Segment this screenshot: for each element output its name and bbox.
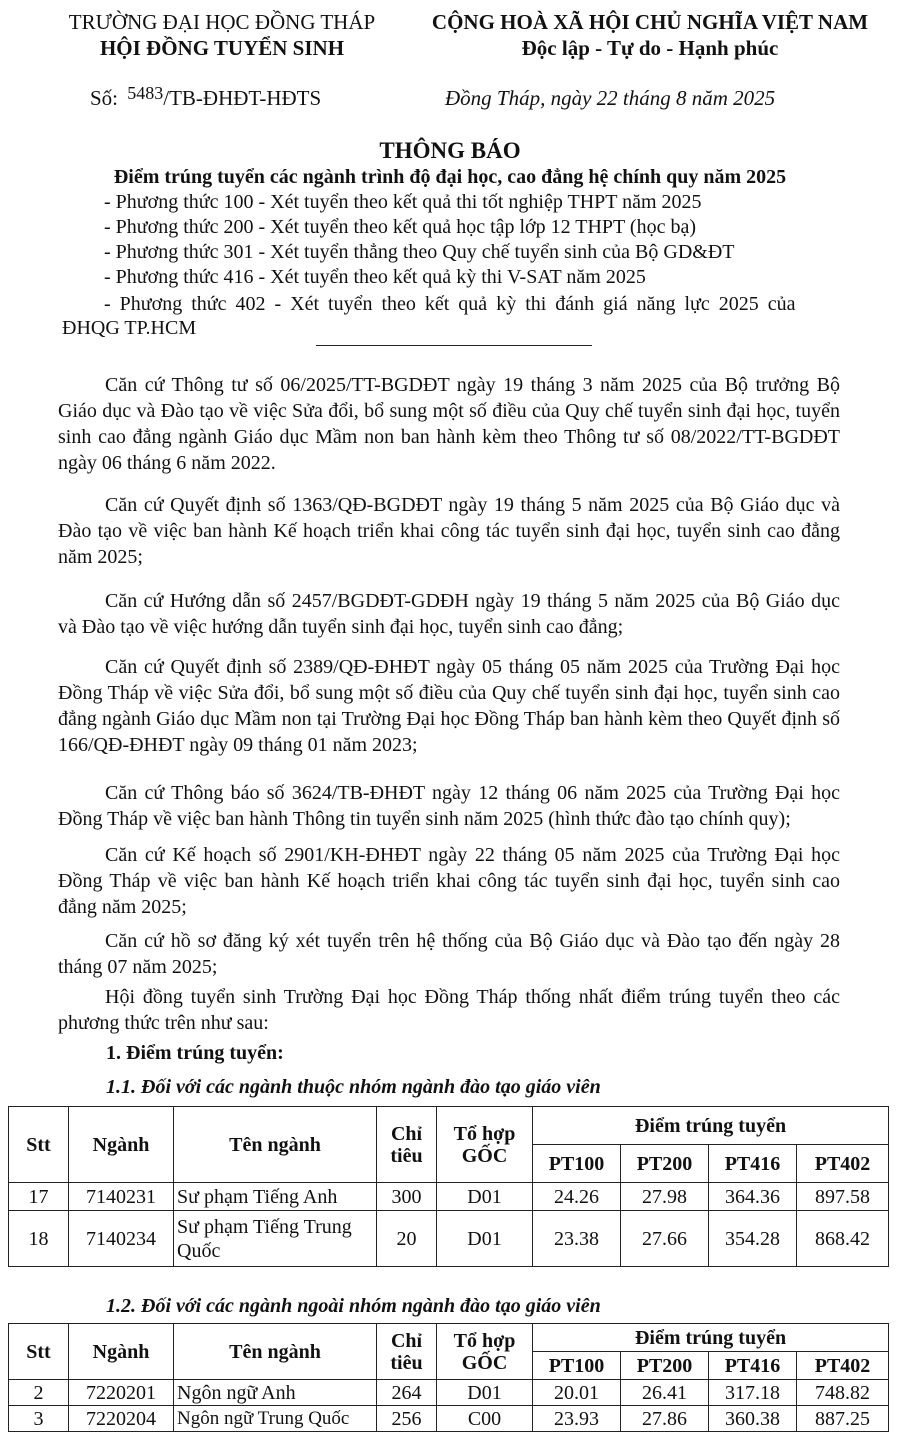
crop-gap bbox=[0, 1270, 900, 1292]
col-pt200: PT200 bbox=[621, 1352, 709, 1380]
col-combo: Tổ hợp GỐC bbox=[437, 1107, 533, 1183]
paragraph-1: Căn cứ Thông tư số 06/2025/TT-BGDĐT ngày 19 tháng 3 năm 2025 của Bộ trưởng Bộ Giáo dục và Đào tạo về việc Sửa đổi, bổ sung một số điều của Quy chế tuyển sinh đại học, tuyển sinh cao đẳng ngành Giáo dục Mầm non ban hành kèm theo Thông tư số 08/2022/TT-BGDĐT ngày 06 tháng 6 năm 2022. bbox=[58, 374, 840, 474]
doc-no-prefix: Số: bbox=[90, 86, 119, 110]
method-402: - Phương thức 402 - Xét tuyển theo kết quả kỳ thi đánh giá năng lực 2025 của bbox=[104, 293, 796, 315]
paragraph-6: Căn cứ Kế hoạch số 2901/KH-ĐHĐT ngày 22 tháng 05 năm 2025 của Trường Đại học Đồng Tháp về việc ban hành Kế hoạch triển khai công tác tuyển sinh đại học, tuyển sinh cao đẳng năm 2025; bbox=[58, 844, 840, 918]
method-402-cont: ĐHQG TP.HCM bbox=[62, 317, 197, 339]
country-name: CỘNG HOÀ XÃ HỘI CHỦ NGHĨA VIỆT NAM bbox=[431, 10, 869, 34]
col-pt402: PT402 bbox=[797, 1352, 889, 1380]
col-pt416: PT416 bbox=[709, 1352, 797, 1380]
paragraph-7: Căn cứ hồ sơ đăng ký xét tuyển trên hệ thống của Bộ Giáo dục và Đào tạo đến ngày 28 tháng 07 năm 2025; bbox=[58, 930, 840, 978]
table-row: 17 7140231 Sư phạm Tiếng Anh 300 D01 24.26 27.98 364.36 897.58 bbox=[9, 1183, 889, 1211]
table-row: 2 7220201 Ngôn ngữ Anh 264 D01 20.01 26.41 317.18 748.82 bbox=[9, 1380, 889, 1406]
council-name: HỘI ĐỒNG TUYỂN SINH bbox=[99, 36, 345, 60]
col-code: Ngành bbox=[69, 1107, 174, 1183]
motto: Độc lập - Tự do - Hạnh phúc bbox=[521, 36, 779, 60]
table-row: 3 7220204 Ngôn ngữ Trung Quốc 256 C00 23.93 27.86 360.38 887.25 bbox=[9, 1406, 889, 1432]
table1-caption: 1.1. Đối với các ngành thuộc nhóm ngành đào tạo giáo viên bbox=[106, 1076, 601, 1098]
method-301: - Phương thức 301 - Xét tuyển thẳng theo Quy chế tuyển sinh của Bộ GD&ĐT bbox=[104, 241, 735, 263]
table-teacher-programs bbox=[8, 1106, 889, 1267]
notice-title: THÔNG BÁO bbox=[379, 138, 521, 163]
method-416: - Phương thức 416 - Xét tuyển theo kết quả kỳ thi V-SAT năm 2025 bbox=[104, 266, 646, 288]
col-pt200: PT200 bbox=[621, 1145, 709, 1183]
paragraph-4: Căn cứ Quyết định số 2389/QĐ-ĐHĐT ngày 05 tháng 05 năm 2025 của Trường Đại học Đồng Tháp về việc Sửa đổi, bổ sung một số điều của Quy chế tuyển sinh đại học, tuyển sinh cao đẳng ngành Giáo dục Mầm non tại Trường Đại học Đồng Tháp ban hành kèm theo Quyết định số 166/QĐ-ĐHĐT ngày 09 tháng 01 năm 2023; bbox=[58, 656, 840, 756]
paragraph-5: Căn cứ Thông báo số 3624/TB-ĐHĐT ngày 12 tháng 06 năm 2025 của Trường Đại học Đồng Tháp về việc ban hành Thông tin tuyển sinh năm 2025 (hình thức đào tạo chính quy); bbox=[58, 782, 840, 830]
col-name: Tên ngành bbox=[174, 1324, 377, 1380]
method-100: - Phương thức 100 - Xét tuyển theo kết quả thi tốt nghiệp THPT năm 2025 bbox=[104, 191, 702, 213]
col-pt402: PT402 bbox=[797, 1145, 889, 1183]
col-pt100: PT100 bbox=[533, 1352, 621, 1380]
col-pt416: PT416 bbox=[709, 1145, 797, 1183]
paragraph-3: Căn cứ Hướng dẫn số 2457/BGDĐT-GDĐH ngày 19 tháng 5 năm 2025 của Bộ Giáo dục và Đào tạo về việc hướng dẫn tuyển sinh đại học, tuyển sinh cao đẳng; bbox=[58, 590, 840, 638]
table2-caption: 1.2. Đối với các ngành ngoài nhóm ngành đào tạo giáo viên bbox=[106, 1295, 601, 1317]
col-combo: Tổ hợp GỐC bbox=[437, 1324, 533, 1380]
col-scores: Điểm trúng tuyển bbox=[533, 1324, 889, 1352]
paragraph-8: Hội đồng tuyển sinh Trường Đại học Đồng Tháp thống nhất điểm trúng tuyển theo các phương thức trên như sau: bbox=[58, 986, 840, 1034]
document-number bbox=[90, 83, 322, 111]
col-scores: Điểm trúng tuyển bbox=[533, 1107, 889, 1145]
paragraph-2: Căn cứ Quyết định số 1363/QĐ-BGDĐT ngày 19 tháng 5 năm 2025 của Bộ Giáo dục và Đào tạo về việc ban hành Kế hoạch triển khai công tác tuyển sinh đại học, tuyển sinh cao đẳng năm 2025; bbox=[58, 494, 840, 568]
col-quota: Chỉ tiêu bbox=[377, 1107, 437, 1183]
col-name: Tên ngành bbox=[174, 1107, 377, 1183]
org-name: TRƯỜNG ĐẠI HỌC ĐỒNG THÁP bbox=[68, 10, 376, 34]
notice-subtitle: Điểm trúng tuyển các ngành trình độ đại học, cao đẳng hệ chính quy năm 2025 bbox=[113, 166, 787, 188]
place-date: Đồng Tháp, ngày 22 tháng 8 năm 2025 bbox=[445, 86, 776, 110]
col-quota: Chỉ tiêu bbox=[377, 1324, 437, 1380]
col-code: Ngành bbox=[69, 1324, 174, 1380]
doc-no-suffix: /TB-ĐHĐT-HĐTS bbox=[163, 86, 322, 110]
table-other-programs bbox=[8, 1323, 889, 1432]
col-pt100: PT100 bbox=[533, 1145, 621, 1183]
col-stt: Stt bbox=[9, 1324, 69, 1380]
table-row: 18 7140234 Sư phạm Tiếng Trung Quốc 20 D01 23.38 27.66 354.28 868.42 bbox=[9, 1211, 889, 1267]
doc-no-number: 5483 bbox=[127, 83, 164, 103]
section-heading: 1. Điểm trúng tuyển: bbox=[106, 1042, 284, 1064]
col-stt: Stt bbox=[9, 1107, 69, 1183]
method-200: - Phương thức 200 - Xét tuyển theo kết quả học tập lớp 12 THPT (học bạ) bbox=[104, 216, 696, 238]
title-divider bbox=[316, 345, 592, 346]
